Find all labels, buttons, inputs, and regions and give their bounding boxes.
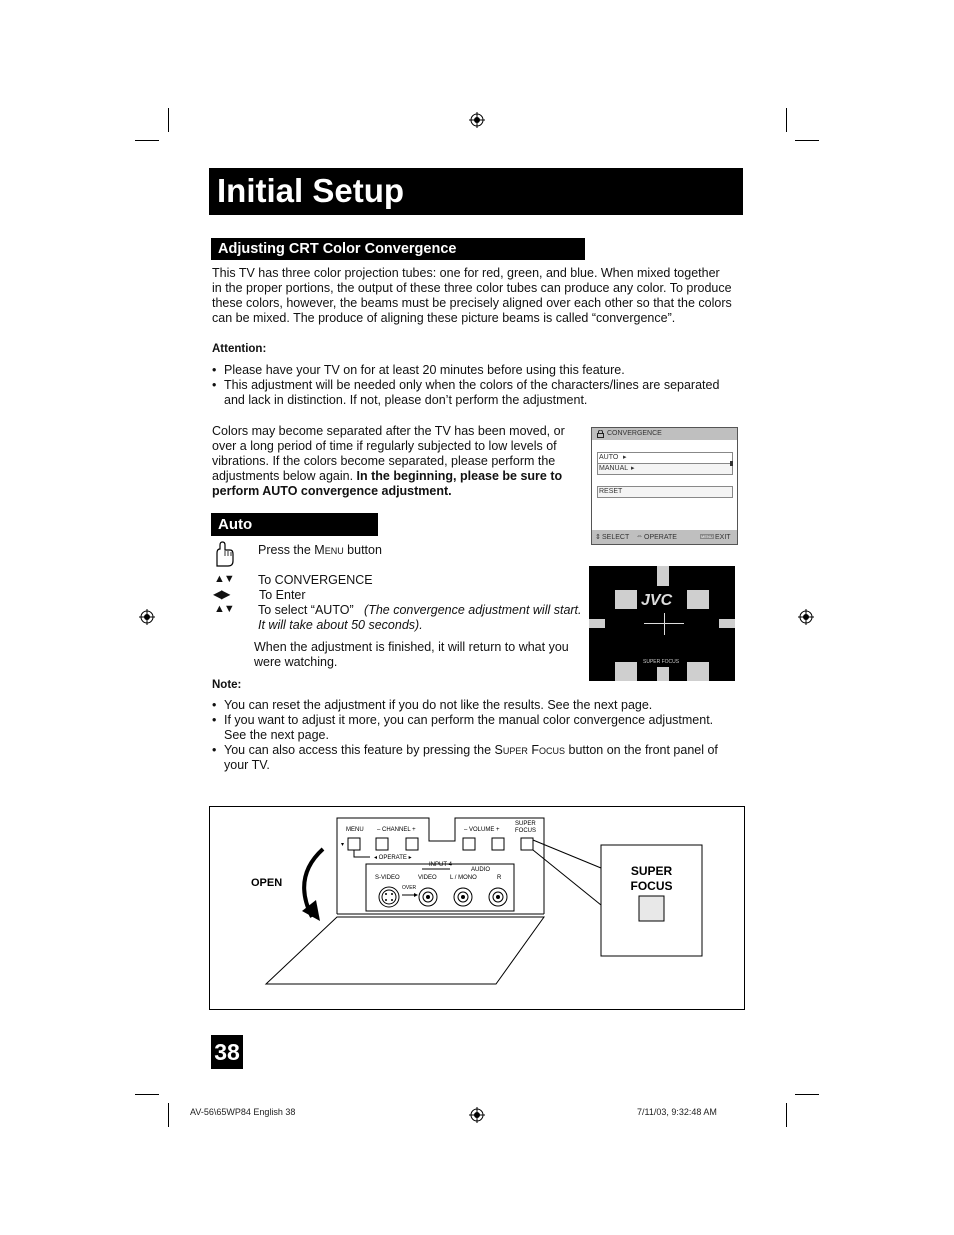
callout-label: FOCUS xyxy=(630,879,673,893)
screen-block xyxy=(687,662,709,681)
up-down-arrows-icon: ▲▼ xyxy=(214,603,234,615)
text-line: were watching. xyxy=(254,655,338,669)
step-to-convergence: To CONVERGENCE xyxy=(258,573,373,587)
text-span: To select “AUTO” xyxy=(258,603,354,617)
crop-mark xyxy=(786,1103,787,1127)
bullet-item: • You can reset the adjustment if you do not like the results. See the next page. xyxy=(212,698,737,713)
page-title: Initial Setup xyxy=(217,172,405,209)
footer-left: AV-56\65WP84 English 38 xyxy=(190,1107,296,1117)
bullet-item: • Please have your TV on for at least 20 minutes before using this feature. xyxy=(212,363,732,378)
small-caps-text: enu xyxy=(324,543,344,557)
screen-block xyxy=(589,619,605,628)
text-line xyxy=(224,743,737,758)
video-label: VIDEO xyxy=(418,875,437,881)
hand-press-icon xyxy=(213,541,235,567)
step-select-auto xyxy=(258,603,588,633)
front-panel-drawing xyxy=(210,807,744,1009)
section-heading xyxy=(211,513,378,536)
callout-label: SUPER xyxy=(630,864,673,878)
left-right-arrows-icon: ◀▶ xyxy=(213,587,230,601)
volume-label: – VOLUME + xyxy=(464,827,500,833)
screen-caption: SUPER FOCUS xyxy=(643,659,680,665)
intro-paragraph xyxy=(212,266,742,326)
attention-label: Attention: xyxy=(212,343,267,355)
svideo-label: S-VIDEO xyxy=(375,875,400,881)
text-line: You can reset the adjustment if you do not like the results. See the next page. xyxy=(224,698,653,712)
text-line: your TV. xyxy=(224,758,270,772)
osd-footer-exit: EXIT xyxy=(715,534,731,541)
text-span: button xyxy=(343,543,382,557)
crop-mark xyxy=(135,1094,159,1095)
crop-mark xyxy=(795,140,819,141)
screen-block xyxy=(615,590,637,609)
arrow-right-icon: ▸ xyxy=(631,465,635,472)
front-panel-illustration xyxy=(209,806,745,1010)
focus-label: FOCUS xyxy=(515,828,536,834)
text-span: You can also access this feature by pressing the S xyxy=(224,743,503,757)
section-heading-text: Auto xyxy=(218,516,253,533)
step-press-menu xyxy=(258,543,382,558)
bold-text: In the beginning, please be sure to xyxy=(356,469,563,483)
over-label: OVER xyxy=(402,885,417,891)
r-label: R xyxy=(497,875,502,881)
text-line: Please have your TV on for at least 20 minutes before using this feature. xyxy=(224,363,625,377)
registration-mark-icon xyxy=(469,1107,485,1123)
section-heading-text: Adjusting CRT Color Convergence xyxy=(218,241,457,257)
osd-convergence-menu xyxy=(591,427,738,545)
bullet-item: • You can also access this feature by pressing the Super Focus button on the front panel of your TV. xyxy=(212,743,737,773)
arrow-right-icon: ▸ xyxy=(623,454,627,461)
registration-mark-icon xyxy=(139,609,155,625)
updown-icon: ⇕ xyxy=(595,534,601,541)
osd-footer-operate: OPERATE xyxy=(644,534,677,541)
small-caps-text: ocus xyxy=(539,743,566,757)
input4-label: INPUT-4 xyxy=(429,862,453,868)
footer-right: 7/11/03, 9:32:48 AM xyxy=(637,1107,717,1117)
page-number: 38 xyxy=(211,1035,243,1069)
osd-item-label: AUTO xyxy=(599,454,619,461)
colors-paragraph xyxy=(212,424,582,499)
registration-mark-icon xyxy=(469,112,485,128)
bullet-item: • If you want to adjust it more, you can perform the manual color convergence adjustment. See the next page. xyxy=(212,713,737,743)
osd-item-reset[interactable] xyxy=(597,486,733,498)
crop-mark xyxy=(168,1103,169,1127)
crop-mark xyxy=(135,140,159,141)
super-label: SUPER xyxy=(515,821,536,827)
italic-text: It will take about 50 seconds). xyxy=(258,618,423,632)
text-line: in the proper portions, the output of these three color tubes can produce any color. To produce xyxy=(212,281,732,295)
crosshair-icon xyxy=(664,613,665,635)
osd-item-label: MANUAL xyxy=(599,465,629,472)
text-line: When the adjustment is finished, it will return to what you xyxy=(254,640,569,654)
screen-block xyxy=(657,566,669,586)
text-line: Colors may become separated after the TV has been moved, or xyxy=(212,424,565,438)
screen-block xyxy=(657,667,669,681)
osd-title: CONVERGENCE xyxy=(607,430,662,437)
small-caps-text: uper xyxy=(502,743,528,757)
crop-mark xyxy=(795,1094,819,1095)
channel-label: – CHANNEL + xyxy=(377,827,416,833)
section-heading xyxy=(211,238,585,260)
osd-header xyxy=(592,428,737,440)
step-to-enter: To Enter xyxy=(259,588,306,602)
text-line: See the next page. xyxy=(224,728,329,742)
note-label: Note: xyxy=(212,679,242,691)
crop-mark xyxy=(786,108,787,132)
text-span: button on the front panel of xyxy=(565,743,718,757)
bold-text: perform AUTO convergence adjustment. xyxy=(212,484,452,498)
lock-icon xyxy=(597,430,604,438)
screen-block xyxy=(687,590,709,609)
text-line xyxy=(212,469,582,484)
finish-paragraph xyxy=(254,640,584,670)
screen-block xyxy=(719,619,735,628)
text-span: F xyxy=(527,743,539,757)
jvc-logo: JVC xyxy=(641,592,673,609)
text-span: adjustments below again. xyxy=(212,469,354,483)
osd-footer-select: SELECT xyxy=(602,534,630,541)
osd-scroll-marker xyxy=(730,461,733,466)
osd-footer xyxy=(592,530,737,544)
menu-key-icon: MENU xyxy=(701,534,713,539)
italic-text: (The convergence adjustment will start. xyxy=(364,603,582,617)
text-line: This adjustment will be needed only when the colors of the characters/lines are separated xyxy=(224,378,720,392)
title-banner xyxy=(209,168,743,215)
text-line: over a long period of time if regularly subjected to low levels of xyxy=(212,439,557,453)
up-down-arrows-icon: ▲▼ xyxy=(214,573,234,585)
menu-label: MENU xyxy=(346,827,364,833)
bullet-item: • This adjustment will be needed only when the colors of the characters/lines are separated and lack in distinction. If not, please don’t perform the adjustment. xyxy=(212,378,732,408)
registration-mark-icon xyxy=(798,609,814,625)
text-span: Press the M xyxy=(258,543,325,557)
osd-item-label: RESET xyxy=(599,488,623,495)
crop-mark xyxy=(168,108,169,132)
text-line: these colors, however, the beams must be precisely aligned over each other so that the colors xyxy=(212,296,732,310)
menu-down-icon: ▾ xyxy=(341,842,345,848)
text-line: This TV has three color projection tubes: one for red, green, and blue. When mixed together xyxy=(212,266,720,280)
leftright-icon: ⇔ xyxy=(636,533,643,540)
text-line: If you want to adjust it more, you can perform the manual color convergence adjustment. xyxy=(224,713,714,727)
open-label: OPEN xyxy=(251,877,283,889)
tv-screen-image xyxy=(589,566,735,681)
osd-item-manual[interactable] xyxy=(597,463,733,475)
operate-label: ◂ OPERATE ▸ xyxy=(374,855,412,861)
text-line: can be mixed. The produce of aligning these picture beams is called “convergence”. xyxy=(212,311,676,325)
lmono-label: L / MONO xyxy=(450,875,477,881)
audio-label: AUDIO xyxy=(471,867,491,873)
text-line: vibrations. If the colors become separated, please perform the xyxy=(212,454,556,468)
text-line: and lack in distinction. If not, please don’t perform the adjustment. xyxy=(224,393,588,407)
screen-block xyxy=(615,662,637,681)
